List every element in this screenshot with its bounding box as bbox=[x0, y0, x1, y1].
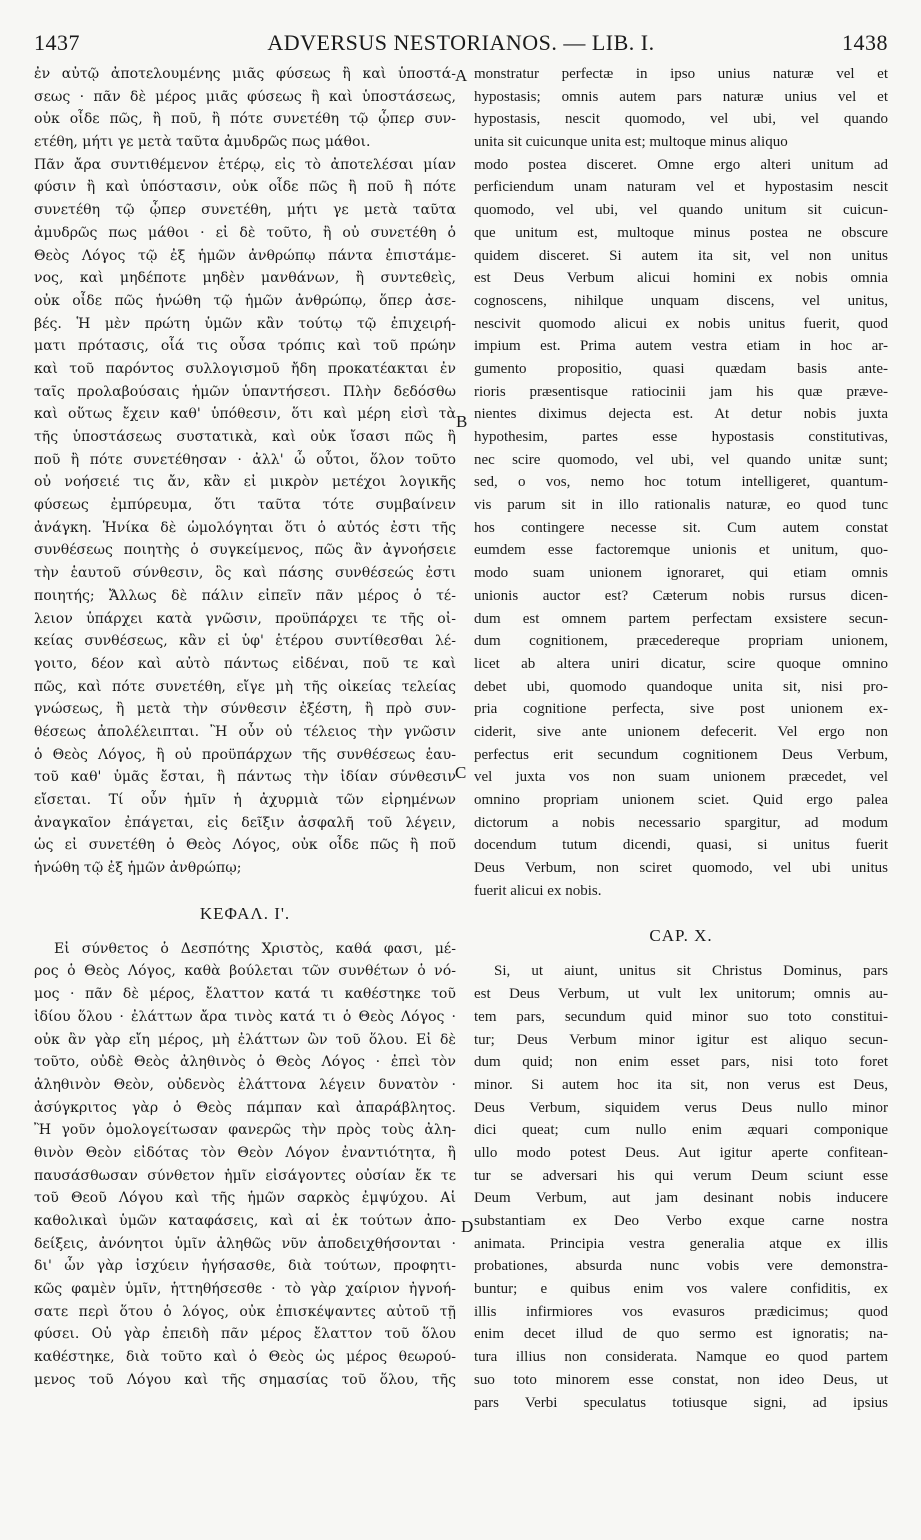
text-line: λειον ὑπάρχει κατὰ γνῶσιν, προϋπάρχει τε τῆς οἰ- bbox=[34, 610, 456, 627]
text-line: δι' ὧν γὰρ ἰσχύειν ἡγήσασθε, διὰ τούτων, προφητι- bbox=[34, 1258, 456, 1275]
text-line: ετέθη, μήτι γε μετὰ ταῦτα ἀμυδρῶς πως μάθοι. bbox=[34, 134, 371, 151]
text-line: eumdem esse factoremque unionis et unitum, quo- bbox=[474, 542, 888, 559]
greek-text bbox=[34, 63, 456, 880]
text-line: illis infirmiores vos evasuros prædicimus; quod bbox=[474, 1303, 888, 1320]
text-line: perfectus erit secundum cognitionem Deus Verbum, bbox=[474, 746, 888, 763]
text-line: substantiam ex Deo Verbo exque carne nostra bbox=[474, 1213, 888, 1229]
text-line: τοῦτο, οὐδὲ Θεὸς ἀληθινὸς ὁ Θεὸς Λόγος · ἐπεὶ τὸν bbox=[34, 1054, 456, 1071]
margin-letter-b: B bbox=[456, 412, 468, 431]
text-line: cognoscens, nihilque unquam discens, vel unitus, bbox=[474, 292, 888, 309]
text-line: καθολικαὶ ὑμῶν καταφάσεις, καὶ αἱ ἐκ τούτων ἀπο- bbox=[34, 1213, 456, 1229]
text-line: quidem disceret. Si autem ita sit, vel non unitus bbox=[474, 247, 888, 264]
text-line: βές. Ἡ μὲν πρώτη ὑμῶν κἂν τούτῳ τῷ ἐπιχειρή- bbox=[34, 315, 456, 332]
text-line: hypothesim, partes esse hypostasis constitutivas, bbox=[474, 429, 888, 445]
text-line: tur se adversari his qui verum Deum sciunt esse bbox=[474, 1167, 888, 1184]
text-line: que unitum est, multoque minus postea ne obscure bbox=[474, 224, 888, 241]
latin-chapter-text bbox=[474, 960, 888, 1414]
text-line: tem pars, secundum quid minor suo toto constitui- bbox=[474, 1008, 888, 1025]
text-line: ἀναγκαῖον ἐπάγεται, εἰς δεῖξιν ἀσφαλῆ τοῦ λέγειν, bbox=[34, 814, 456, 831]
text-line: licet ab altera uniri dicatur, scire quoque omnino bbox=[474, 655, 888, 672]
text-line: μενος τοῦ Λόγου καὶ τῆς σημασίας τοῦ ὅλου, τῆς bbox=[34, 1371, 456, 1388]
text-line: παυσάσθωσαν σύνθετον ἡμῖν εἰσάγοντες οὐσίαν ἔκ τε bbox=[34, 1167, 456, 1184]
text-line: φύσεως ἐμπύρευμα, ὅτι ταῦτα τότε συμβαίνειν bbox=[34, 497, 456, 514]
text-line: δείξεις, ἀνόνητοι ὑμῖν ἀληθῶς νῦν ἀποδειχθήσονται · bbox=[34, 1235, 456, 1252]
text-line: οὐκ οἶδε πῶς, ἢ ποῦ, ἢ πότε συνετέθη τῷ ᾧπερ συν- bbox=[34, 111, 456, 128]
text-line: omnino propriam unionem sciet. Quid ergo palea bbox=[474, 792, 888, 808]
text-line: ἡνώθη τῷ ἐξ ἡμῶν ἀνθρώπῳ; bbox=[34, 860, 242, 877]
text-line: suo toto minorem esse constat, non ideo Deus, ut bbox=[474, 1371, 888, 1388]
text-line: impium est. Prima autem vestra etiam in hoc ar- bbox=[474, 338, 888, 355]
text-line: κῶς φαμὲν ὑμῖν, ἡττηθήσεσθε · τὸ γὰρ χαίριον ἠγνοή- bbox=[34, 1281, 456, 1298]
text-line: συνθέσεως ποιητὴς ὁ συγκείμενος, πῶς ἂν ἀγνοήσειε bbox=[34, 542, 456, 559]
running-header bbox=[34, 16, 888, 56]
text-line: tur; Deus Verbum minor igitur est aliquo secun- bbox=[474, 1031, 888, 1048]
text-line: καὶ τοῦ παρόντος συλλογισμοῦ ἤδη προκατέακται ἐν bbox=[34, 360, 456, 377]
text-line: debet ubi, quomodo quandoque unita sit, nisi pro- bbox=[474, 678, 888, 695]
margin-letter-c: C bbox=[455, 763, 467, 782]
greek-chapter-text bbox=[34, 938, 456, 1392]
text-line: ἀληθινὸν Θεὸν, οὐδενὸς ἐλάττονα λέγειν δυνατὸν · bbox=[34, 1076, 456, 1093]
text-line: κείας συνθέσεως, κἂν εἰ ὑφ' ἑτέρου συντίθεσθαι λέ- bbox=[34, 633, 456, 650]
text-line: γοιτο, δέον καὶ αὐτὸ πάντως εἰδέναι, ποῦ τε καὶ bbox=[34, 655, 456, 672]
text-line: θέσεως ἀπολέλειπται. Ἢ οὖν οὐ τέλειος τὴν γνῶσιν bbox=[34, 723, 456, 740]
text-line: nec scire quomodo, vel ubi, vel quando unitæ sunt; bbox=[474, 451, 888, 468]
text-line: nescivit quomodo alicui ex nobis unitus fuerit, quod bbox=[474, 315, 888, 332]
text-line: nientes diximus dejecta est. At detur nobis juxta bbox=[474, 406, 888, 423]
text-line: probationes, absurda nunc vobis vere demonstra- bbox=[474, 1258, 888, 1275]
greek-chapter-heading: ΚΕΦΑΛ. Ι'. bbox=[199, 903, 291, 923]
text-line: πῶς, καὶ πότε συνετέθη, εἴγε μὴ τῆς οἰκείας τελείας bbox=[34, 678, 456, 695]
margin-letter-d: D bbox=[461, 1217, 474, 1236]
text-line: enim decet illud de quo sermo est ignoratis; na- bbox=[474, 1326, 888, 1343]
text-line: vis parum sit in illo rationalis naturæ, eo quod tunc bbox=[474, 497, 888, 514]
text-line: καθέστηκε, διὰ τοῦτο καὶ ὁ Θεὸς ὡς μέρος θεωρού- bbox=[34, 1349, 456, 1366]
text-line: ciderit, sive ante unionem defecerit. Vel ergo non bbox=[474, 723, 888, 740]
text-line: dum quid; non enim esset pars, nisi toto foret bbox=[474, 1054, 888, 1071]
text-line: dum est omnem partem perfectam exsistere secun- bbox=[474, 610, 888, 627]
text-line: Ἢ γοῦν ὁμολογείτωσαν φανερῶς τὴν πρὸς τοὺς ἀλη- bbox=[34, 1122, 456, 1139]
text-line: οὐ νοήσειέ τις ἄν, κἂν εἰ μικρὸν μετέχοι λογικῆς bbox=[34, 474, 456, 491]
text-line: ullo modo potest Deus. Aut igitur aperte confitean- bbox=[474, 1144, 888, 1161]
text-line: Θεὸς Λόγος τῷ ἐξ ἡμῶν ἀνθρώπῳ πάντα ἐπιστάμε- bbox=[34, 247, 456, 264]
text-line: ἰδίου ὅλου · ἐλάττων ἄρα τινὸς κατά τι ὁ Θεὸς Λόγος · bbox=[34, 1008, 456, 1025]
text-line: σεως · πᾶν δὲ μέρος μιᾶς φύσεως ἢ καὶ ὑποστάσεως, bbox=[34, 88, 456, 105]
text-line: quomodo, vel ubi, vel quando unitum sit cuicun- bbox=[474, 202, 888, 219]
text-line: est Deus Verbum alicui homini ex nobis omnia bbox=[474, 270, 888, 287]
text-line: ἀσύγκριτος γὰρ ὁ Θεὸς πάμπαν καὶ ἀπαράβλητος. bbox=[34, 1099, 456, 1116]
margin-letter-a: A bbox=[455, 66, 468, 85]
text-line: sed, o vos, nemo hoc totum intelligeret, quantum- bbox=[474, 474, 888, 491]
text-line: θινὸν Θεὸν εἰδότας τὸν Θεὸν Λόγον ἐναντιότητα, ἢ bbox=[34, 1144, 456, 1161]
page-number-right: 1438 bbox=[842, 30, 888, 55]
text-line: tura illius non considerata. Namque eo quod partem bbox=[474, 1349, 888, 1366]
greek-column bbox=[34, 63, 456, 1392]
text-line: rioris præsentisque ratiocinii jam his quæ præve- bbox=[474, 383, 888, 400]
text-line: ματι πρότασις, οἷά τις οὖσα τρόπις καὶ τοῦ πρώην bbox=[34, 338, 456, 355]
latin-text bbox=[474, 63, 888, 902]
text-line: φύσει. Οὐ γὰρ ἐπειδὴ πᾶν μέρος ἔλαττον τοῦ ὅλου bbox=[34, 1326, 456, 1343]
text-line: dici queat; cum nullo enim æquari componique bbox=[474, 1122, 888, 1139]
text-line: ταῖς προλαβούσαις ἡμῶν ὑπαντήσεσι. Πλὴν δεδόσθω bbox=[34, 383, 456, 400]
latin-chapter-heading: CAP. X. bbox=[649, 926, 713, 946]
text-line: hypostasis, nescit quomodo, vel ubi, vel quando bbox=[474, 111, 888, 128]
text-line: εἴσεται. Τί οὖν ἡμῖν ἡ ἀχυρμιὰ τῶν εἰρημένων bbox=[34, 792, 456, 808]
text-line: ἀμυδρῶς πως μάθοι · εἰ δὲ τοῦτο, ἢ οὐ συνετέθη ὁ bbox=[34, 224, 456, 241]
text-line: Deus Verbum, siquidem verus Deus nullo minor bbox=[474, 1099, 888, 1116]
text-line: νος, καὶ μηδέποτε μηδὲν μανθάνων, ἢ συντεθεὶς, bbox=[34, 270, 456, 287]
text-line: unita sit cuicunque unita est; multoque minus aliquo bbox=[474, 134, 788, 151]
text-line: monstratur perfectæ in ipso unius naturæ vel et bbox=[474, 66, 888, 82]
text-line: ὡς εἰ συνετέθη ὁ Θεὸς Λόγος, οὐκ οἶδε πῶς ἢ ποῦ bbox=[34, 837, 456, 854]
text-line: οὐκ οἶδε πῶς ἡνώθη τῷ ἡμῶν ἀνθρώπῳ, ὅπερ ἀσε- bbox=[34, 292, 456, 309]
text-line: ρος ὁ Θεὸς Λόγος, καθὰ βούλεται τῶν συνθέτων ὁ νό- bbox=[34, 963, 456, 980]
text-line: ποῦ ἢ πότε συνετέθησαν · ἀλλ' ὦ οὗτοι, ὅλον τοῦτο bbox=[34, 451, 456, 468]
text-line: συνετέθη τῷ ᾧπερ συνετέθη, μήτι γε μετὰ ταῦτα bbox=[34, 202, 456, 219]
text-line: minor. Si autem hoc ita sit, non verus est Deus, bbox=[474, 1076, 888, 1093]
text-line: ποιητής; Ἄλλως δὲ πάλιν εἰπεῖν πᾶν μέρος ὁ τέ- bbox=[34, 587, 456, 604]
text-line: τοῦ Θεοῦ Λόγου καὶ τῆς ἡμῶν σαρκὸς ἐμψύχου. Αἱ bbox=[34, 1190, 456, 1207]
text-line: Deum Verbum, aut jam desinant nobis inducere bbox=[474, 1190, 888, 1207]
page-number-left: 1437 bbox=[34, 30, 80, 55]
text-line: Deus Verbum, non sciret quomodo, vel ubi unitus bbox=[474, 860, 888, 877]
text-line: pria cognitione perfecta, sive post unionem ex- bbox=[474, 701, 888, 718]
text-line: καὶ οὕτως ἔχειν καθ' ὑπόθεσιν, ὅτι καὶ μέρη εἰσὶ τὰ bbox=[34, 406, 456, 423]
text-line: vel juxta vos non suam unionem præcedet, vel bbox=[474, 769, 888, 786]
text-line: unionis auctor est? Cæterum nobis rursus dicen- bbox=[474, 587, 888, 604]
text-line: τῆς ὑποστάσεως συστατικὰ, καὶ οὐκ ἴσασι πῶς ἢ bbox=[34, 429, 456, 445]
latin-column bbox=[474, 63, 888, 1414]
text-line: οὐκ ἂν γὰρ εἴη μέρος, μὴ ἐλάττων ὢν τοῦ ὅλου. Εἰ δὲ bbox=[34, 1031, 456, 1048]
text-line: τὴν ἑαυτοῦ σύνθεσιν, ὃς καὶ πάσης συνθέσεώς ἐστι bbox=[34, 565, 456, 582]
text-line: τοῦ καθ' ὑμᾶς ἔσται, ἢ πάντως τὴν ἰδίαν σύνθεσιν bbox=[34, 769, 456, 786]
text-line: Si, ut aiunt, unitus sit Christus Dominus, pars bbox=[494, 963, 888, 980]
text-line: γνώσεως, ἢ μετὰ τὴν σύνθεσιν ἐξέστη, ἢ πρὸ συν- bbox=[34, 701, 456, 718]
text-line: dictorum a nobis necessario spargitur, ad modum bbox=[474, 814, 888, 831]
running-title: ADVERSUS NESTORIANOS. — LIB. I. bbox=[267, 30, 655, 55]
text-line: buntur; e quibus enim vos valere confiditis, ex bbox=[474, 1281, 888, 1298]
text-line: dum cognitionem, præcedereque propriam unionem, bbox=[474, 633, 888, 650]
text-line: pars Verbi speculatus totiusque signi, ad ipsius bbox=[474, 1394, 888, 1411]
text-line: docendum tutum dicendi, quasi, si unitus fuerit bbox=[474, 837, 888, 854]
text-line: Εἰ σύνθετος ὁ Δεσπότης Χριστὸς, καθά φασι, μέ- bbox=[54, 940, 456, 957]
text-line: hos contingere necesse sit. Cum autem constat bbox=[474, 519, 888, 536]
text-line: ὁ Θεὸς Λόγος, ἢ οὐ προϋπάρχων τῆς συνθέσεως ἑαυ- bbox=[34, 746, 456, 763]
text-line: modo suam unionem ignoraret, qui etiam omnis bbox=[474, 565, 888, 582]
text-line: Πᾶν ἄρα συντιθέμενον ἑτέρῳ, εἰς τὸ ἀποτελέσαι μίαν bbox=[34, 156, 456, 173]
text-line: μος · πᾶν δὲ μέρος, ἔλαττον κατά τι καθέστηκε τοῦ bbox=[34, 986, 456, 1003]
text-line: hypostasis; omnis autem pars naturæ unius vel et bbox=[474, 88, 888, 105]
text-line: φύσιν ἢ καὶ ὑπόστασιν, οὐκ οἶδε πῶς ἢ ποῦ ἢ πότε bbox=[34, 179, 456, 196]
text-line: est Deus Verbum, ut vult lex unitorum; omnis au- bbox=[474, 986, 888, 1003]
text-line: ἀνάγκη. Ἡνίκα δὲ ὡμολόγηται ὅτι ὁ αὐτός ἐστι τῆς bbox=[34, 519, 456, 536]
text-line: animata. Principia vestra generalia atque ex illis bbox=[474, 1235, 888, 1252]
text-line: modo postea disceret. Omne ergo alteri unitum ad bbox=[474, 156, 888, 173]
text-line: gumento propositio, quasi quædam basis ante- bbox=[474, 360, 888, 377]
text-line: perficiendum unam naturam vel et hypostasim nescit bbox=[474, 179, 888, 196]
text-line: σατε περὶ ὅτου ὁ λόγος, οὐκ ἐπισκέψαντες αὐτοῦ τῇ bbox=[34, 1303, 456, 1320]
text-line: fuerit alicui ex nobis. bbox=[474, 882, 602, 899]
text-line: ἐν αὐτῷ ἀποτελουμένης μιᾶς φύσεως ἢ καὶ ὑποστά- bbox=[34, 66, 456, 82]
